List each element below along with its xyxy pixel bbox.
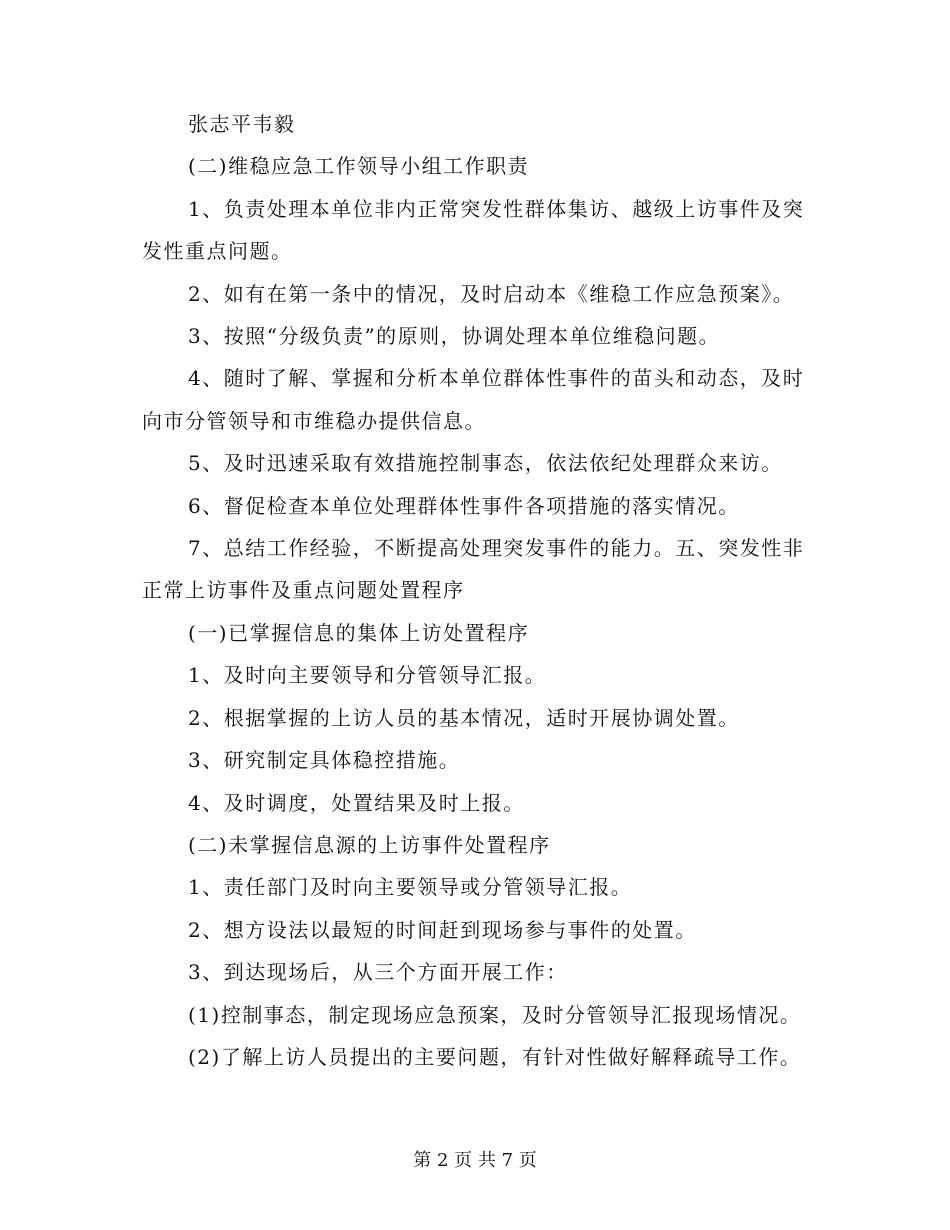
paragraph: 2、如有在第一条中的情况，及时启动本《维稳工作应急预案》。 bbox=[188, 281, 795, 306]
paragraph: 4、随时了解、掌握和分析本单位群体性事件的苗头和动态，及时向市分管领导和市维稳办提供信息。 bbox=[142, 366, 805, 433]
document-body bbox=[142, 103, 808, 1078]
paragraph: (1)控制事态，制定现场应急预案，及时分管领导汇报现场情况。 bbox=[188, 1002, 802, 1027]
paragraph: 3、研究制定具体稳控措施。 bbox=[188, 748, 461, 773]
paragraph: 张志平韦毅 bbox=[188, 112, 296, 136]
paragraph: 1、及时向主要领导和分管领导汇报。 bbox=[188, 663, 547, 688]
paragraph: 4、及时调度，处置结果及时上报。 bbox=[188, 790, 525, 815]
section-heading: (二)未掌握信息源的上访事件处置程序 bbox=[188, 832, 551, 857]
paragraph: 2、想方设法以最短的时间赶到现场参与事件的处置。 bbox=[188, 917, 697, 942]
paragraph: 3、按照“分级负责”的原则，协调处理本单位维稳问题。 bbox=[188, 324, 721, 349]
paragraph: 6、督促检查本单位处理群体性事件各项措施的落实情况。 bbox=[188, 493, 740, 518]
paragraph: 3、到达现场后，从三个方面开展工作： bbox=[188, 960, 568, 985]
paragraph: 1、负责处理本单位非内正常突发性群体集访、越级上访事件及突发性重点问题。 bbox=[142, 196, 805, 264]
section-heading: (一)已掌握信息的集体上访处置程序 bbox=[188, 620, 530, 645]
section-heading: (二)维稳应急工作领导小组工作职责 bbox=[188, 154, 530, 179]
paragraph: 2、根据掌握的上访人员的基本情况，适时开展协调处置。 bbox=[188, 705, 740, 730]
page-number-footer: 第 2 页 共 7 页 bbox=[413, 1150, 537, 1171]
paragraph: 1、责任部门及时向主要领导或分管领导汇报。 bbox=[188, 875, 633, 900]
paragraph: (2)了解上访人员提出的主要问题，有针对性做好解释疏导工作。 bbox=[188, 1044, 802, 1069]
paragraph: 7、总结工作经验，不断提高处理突发事件的能力。五、突发性非正常上访事件及重点问题处置程序 bbox=[142, 536, 805, 603]
paragraph: 5、及时迅速采取有效措施控制事态，依法依纪处理群众来访。 bbox=[188, 451, 783, 476]
